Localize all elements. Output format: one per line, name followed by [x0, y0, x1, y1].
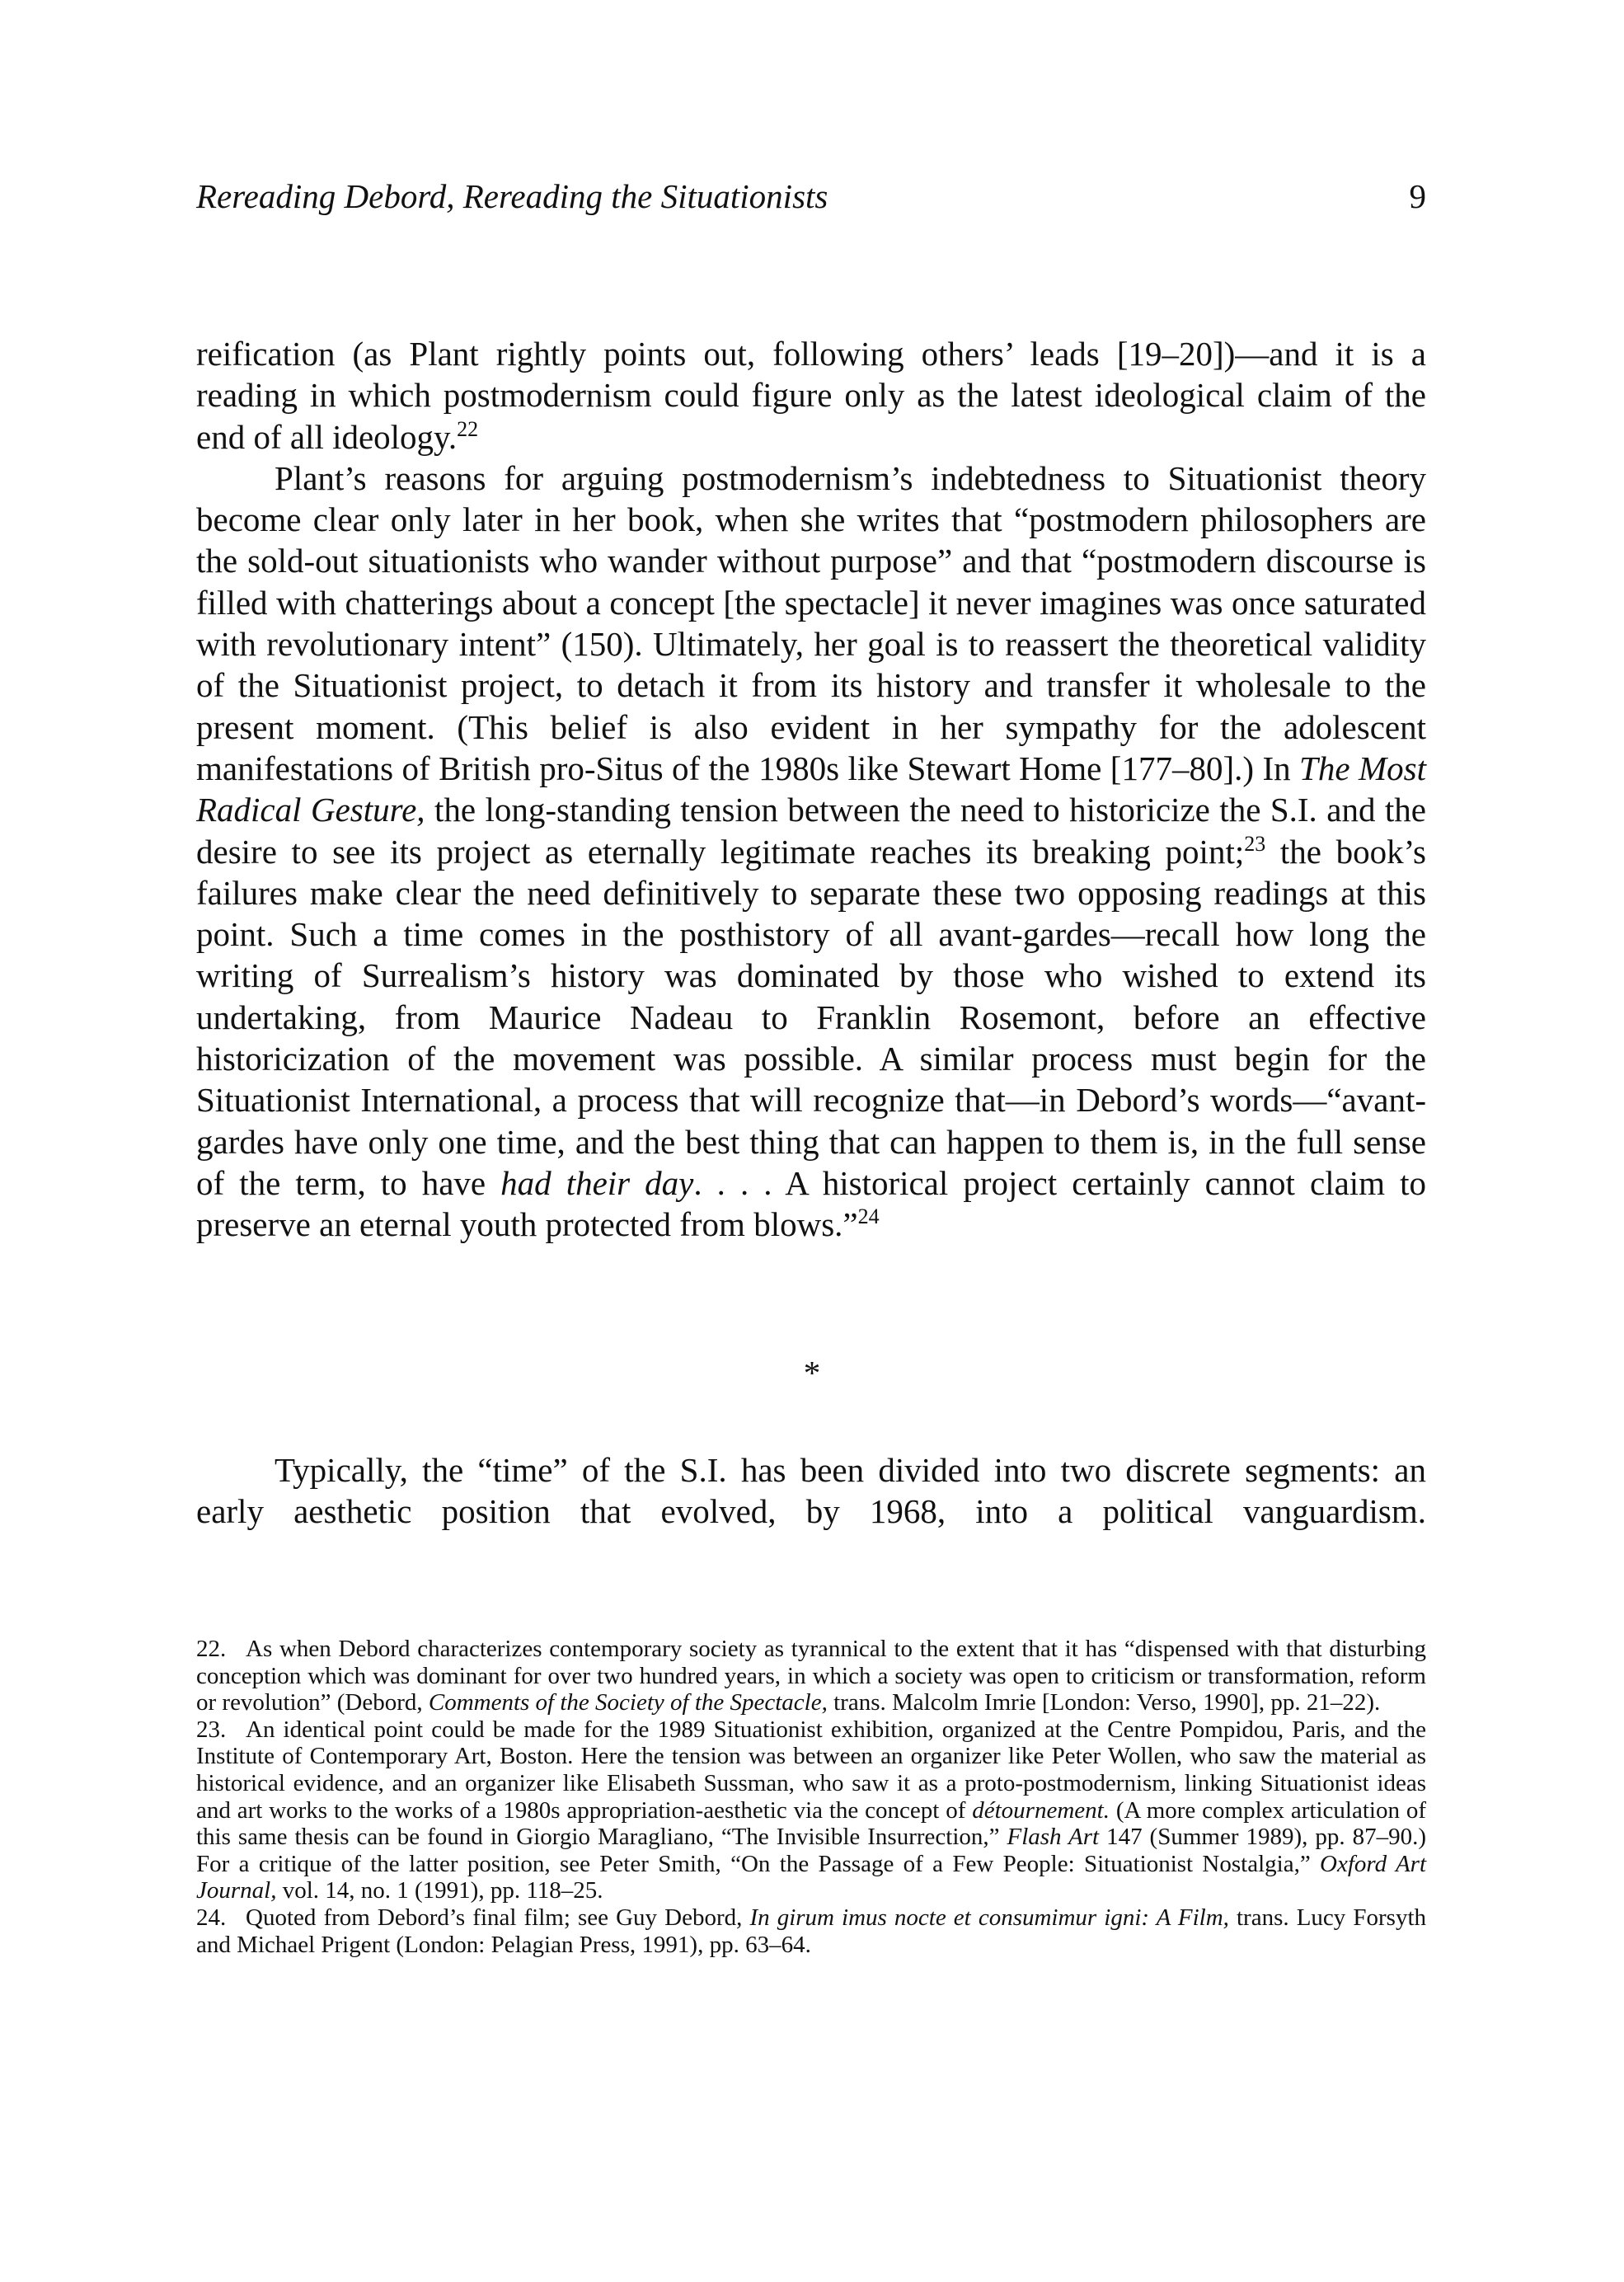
footnote-ref-23: 23 [1244, 831, 1266, 856]
footnote-citation-title: Comments of the Society of the Spectacle, [428, 1689, 828, 1716]
footnotes [196, 1636, 1426, 1958]
section-break-asterisk: * [803, 1354, 821, 1392]
main-text [196, 333, 1426, 1246]
paragraph-2-text-c: the book’s failures make clear the need definitively to separate these two opposing readings at this point. Such a time comes in the posthistory of all avant-gardes—recall how long the writing of Surrealism’s history was dominated by those who wished to extend its undertaking, from Maurice Nadeau to Franklin Rosemont, before an effective historicization of the movement was possible. A similar process must begin for the Situationist International, a process that will recognize that—in Debord’s words—“avant-gardes have only one time, and the best thing that can happen to them is, in the full sense of the term, to have [196, 832, 1426, 1202]
book-title-most-radical-gesture: The Most Radical Gesture, [196, 749, 1426, 829]
footnote-number: 23. [196, 1716, 227, 1743]
paragraph-2-text-b: the long-standing tension between the need to historicize the S.I. and the desire to see its project as eternally legitimate reaches its breaking point; [196, 791, 1426, 871]
footnote-citation-title: Oxford Art Journal, [196, 1850, 1426, 1904]
footnote-citation-title: Flash Art [1007, 1824, 1100, 1851]
paragraph-3 [196, 1449, 1426, 1533]
footnote-ref-22: 22 [457, 416, 479, 441]
footnote-text: Quoted from Debord’s final film; see Guy Debord, [246, 1904, 750, 1931]
footnote-text: vol. 14, no. 1 (1991), pp. 118–25. [276, 1877, 603, 1904]
footnote-number: 22. [196, 1636, 227, 1662]
footnote-citation-title: In girum imus nocte et consumimur igni: A Film, [749, 1904, 1229, 1931]
emphasis-had-their-day: had their day [500, 1163, 694, 1202]
paragraph-1-text: reification (as Plant rightly points out, following others’ leads [19–20])—and it is a reading in which postmodernism could figure only as the latest ideological claim of the end of all ideology. [196, 335, 1426, 456]
footnote-term-detournement: détournement. [972, 1796, 1110, 1824]
footnote-23 [196, 1716, 1426, 1904]
footnote-22 [196, 1636, 1426, 1716]
footnote-text: trans. Malcolm Imrie [London: Verso, 1990], pp. 21–22). [827, 1689, 1381, 1716]
paragraph-2-text-a: Plant’s reasons for arguing postmodernism’s indebtedness to Situationist theory become clear only later in her book, when she writes that “postmodern philosophers are the sold-out situationists who wander without purpose” and that “postmodern discourse is filled with chatterings about a concept [the spectacle] it never imagines was once saturated with revolutionary intent” (150). Ultimately, her goal is to reassert the theoretical validity of the Situationist project, to detach it from its history and transfer it wholesale to the present moment. (This belief is also evident in her sympathy for the adolescent manifestations of British pro-Situs of the 1980s like Stewart Home [177–80].) In [196, 458, 1426, 787]
paragraph-3-text: Typically, the “time” of the S.I. has been divided into two discrete segments: an early aesthetic position that evolved, by 1968, into a political vanguardism. [196, 1451, 1426, 1531]
paragraph-2 [196, 458, 1426, 1246]
running-head: Rereading Debord, Rereading the Situationists [196, 177, 828, 215]
footnote-number: 24. [196, 1904, 227, 1931]
footnote-ref-24: 24 [857, 1204, 880, 1229]
main-text-continued [196, 1449, 1426, 1533]
page-number: 9 [1409, 177, 1426, 215]
footnote-text: trans. Lucy Forsyth and Michael Prigent (London: Pelagian Press, 1991), pp. 63–64. [196, 1904, 1427, 1958]
paragraph-1 [196, 333, 1426, 458]
footnote-text: An identical point could be made for the 1989 Situationist exhibition, organized at the Centre Pompidou, Paris, and the Institute of Contemporary Art, Boston. Here the tension was between an organizer like Peter Wollen, who saw the material as historical evidence, and an organizer like Elisabeth Sussman, who saw it as a proto-postmodernism, linking Situationist ideas and art works to the works of a 1980s appropriation-aesthetic via the concept of [196, 1716, 1426, 1824]
paragraph-2-text-d: . . . . A historical project certainly cannot claim to preserve an eternal youth protected from blows.” [196, 1163, 1427, 1244]
footnote-text: 147 (Summer 1989), pp. 87–90.) For a critique of the latter position, see Peter Smith, “On the Passage of a Few People: Situationist Nostalgia,” [196, 1824, 1426, 1877]
footnote-text: As when Debord characterizes contemporary society as tyrannical to the extent that it has “dispensed with that disturbing conception which was dominant for over two hundred years, in which a society was open to criticism or transformation, reform or revolution” (Debord, [196, 1636, 1426, 1716]
footnote-24 [196, 1904, 1426, 1958]
footnote-text: (A more complex articulation of this same thesis can be found in Giorgio Maragliano, “The Invisible Insurrection,” [196, 1796, 1426, 1851]
